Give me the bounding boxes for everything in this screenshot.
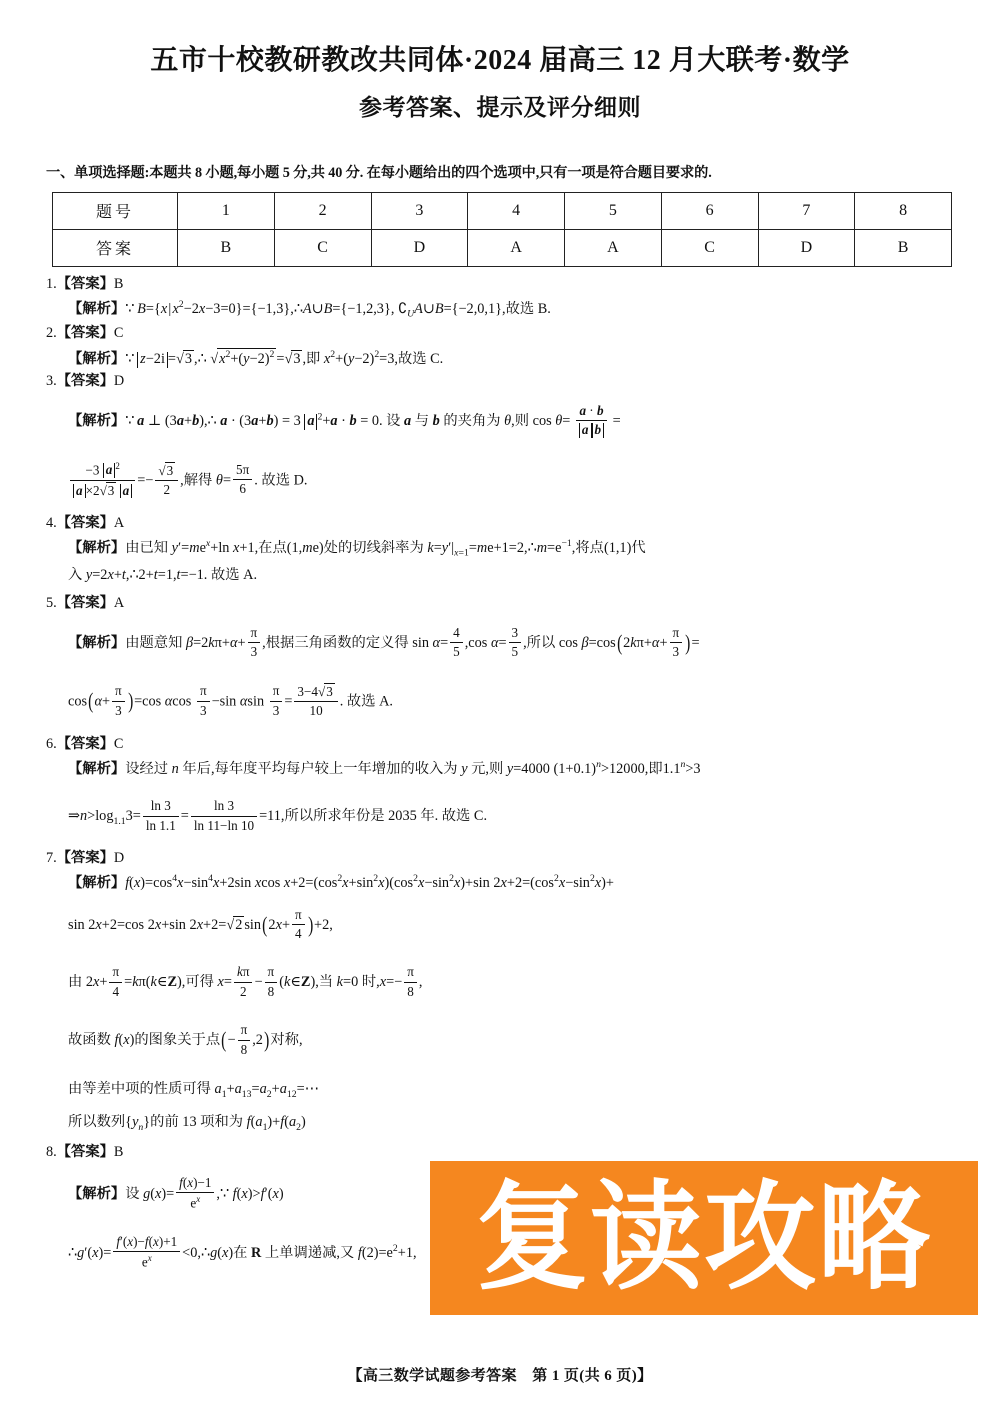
solution-analysis-line: 【解析】$f(x)=\cos^4x-\sin^4x+2\sin$ xcos $x+2=(\cos^2x+\sin^2x)(\cos^2x-\sin^2x)+\sin$ $2x+2=(\cos^2x-\sin^2x)+$ (68, 873, 614, 892)
table-cell-qnum: 4 (468, 192, 565, 229)
page-footer: 【高三数学试题参考答案 第 1 页(共 6 页)】 (347, 1368, 653, 1384)
table-cell-qnum: 2 (274, 192, 371, 229)
solution-analysis-line: 【解析】设经过 n 年后,每年度平均每户较上一年增加的收入为 y 元,则 y=4000 $(1+0.1)^n>12000$,即$1.1^n>3$ (68, 758, 701, 777)
solution-analysis-line: 所以数列$\{y_n\}$的前 13 项和为 $f(a_1)+f(a_2)$ (68, 1114, 306, 1134)
answer-tag: 【答案】 (56, 324, 114, 341)
solution-answer-letter: A (113, 515, 125, 532)
solution-number: 8. (46, 1144, 57, 1161)
solution-analysis-line: 入 y=2x+t,∴2+t=1,t=−1. 故选 A. (68, 567, 258, 584)
answer-tag: 【答案】 (56, 1144, 114, 1161)
solution-analysis-line: $\Rightarrow n>\log_{1.1}3=$ $\frac{\ln 3}{\ln 1.1}$ = $\frac{\ln 3}{\ln 11-\ln 10}$ =11,所以所求年份是 2035 年. 故选 C. (68, 798, 488, 833)
solution-number: 5. (46, 594, 57, 611)
solution-number: 2. (46, 324, 57, 341)
solution-analysis-line: 故函数 f(x)的图象关于点(− $\frac{\pi}{8}$ ,2)对称, (68, 1022, 303, 1057)
table-row-question-numbers (53, 192, 952, 229)
solution-answer-letter: C (113, 735, 124, 752)
solution-answer-head (46, 1145, 966, 1159)
solution-answer-letter: D (113, 850, 125, 867)
solution-answer-head (46, 516, 966, 530)
analysis-tag: 【解析】 (68, 875, 126, 892)
answer-tag: 【答案】 (56, 372, 114, 389)
table-cell-answer: C (661, 229, 758, 266)
solution-answer-head (46, 374, 966, 388)
solution-answer-letter: B (113, 1144, 124, 1161)
solution-answer-letter: D (113, 372, 125, 389)
solution-analysis-line: 由 2x+ $\frac{\pi}{4}$ =kπ(k∈Z),可得 x= $\frac{k\pi}{2}$ − $\frac{\pi}{8}$ (k∈Z),当 k=0 时,x=− $\frac{\pi}{8}$ , (68, 964, 423, 999)
analysis-tag: 【解析】 (68, 760, 126, 777)
table-cell-answer: D (371, 229, 468, 266)
table-cell-answer: B (178, 229, 275, 266)
page-title: 五市十校教研教改共同体·2024 届高三 12 月大联考·数学 (150, 45, 850, 76)
table-cell-answer: A (565, 229, 662, 266)
table-cell-answer: A (468, 229, 565, 266)
page-header (0, 0, 1000, 122)
analysis-tag: 【解析】 (68, 635, 126, 652)
answer-tag: 【答案】 (56, 594, 114, 611)
solutions-body (0, 267, 1000, 1272)
solution-analysis-line: cos(α+ $\frac{\pi}{3}$ )=cos αcos $\frac{\pi}{3}$ −sin αsin $\frac{\pi}{3}$ = $\frac{3-4√3}{10}$ . 故选 A. (68, 683, 393, 719)
solution-analysis-line: 【解析】由已知 $y'=me^x+\ln$ x+1,在点(1,me)处的切线斜率为 $k=y'|_{x=1}=me+1=2,\therefore m=e^{-1}$,将点(1,1)代 (68, 538, 646, 560)
answer-tag: 【答案】 (56, 275, 114, 292)
table-cell-answer: D (758, 229, 855, 266)
table-cell-qnum: 1 (178, 192, 275, 229)
page-subtitle: 参考答案、提示及评分细则 (359, 94, 641, 120)
solution-analysis-line: ∴g′(x)= $\frac{f'(x)-f(x)+1}{e^x}$ <0,∴g(x)在 R 上单调递减,又 $f(2)=e^2+1$, (68, 1233, 417, 1270)
solution-answer-head (46, 737, 966, 751)
solution-answer-head (46, 596, 966, 610)
answer-tag: 【答案】 (56, 735, 114, 752)
solution-analysis-line: $\frac{-3 a ^2}{a \times 2√3 a}$ =− $\frac{√3}{2}$ ,解得 θ= $\frac{5\pi}{6}$ . 故选 D. (68, 462, 966, 500)
solution-answer-head (46, 851, 966, 865)
solution-number: 7. (46, 850, 57, 867)
analysis-tag: 【解析】 (68, 540, 126, 557)
table-cell-answer: B (855, 229, 952, 266)
section-one-instruction: 一、单项选择题:本题共 8 小题,每小题 5 分,共 40 分. 在每小题给出的四个选项中,只有一项是符合题目要求的. (46, 164, 712, 181)
watermark-banner (430, 1161, 978, 1315)
solution-analysis-line: 【解析】∵ z−2i =√3 ,∴ $√x^2+(y-2)^2 =√3$ ,即 $x^2+(y-2)^2=3$,故选 C. (68, 349, 444, 367)
answer-tag: 【答案】 (56, 515, 114, 532)
table-cell-qnum: 6 (661, 192, 758, 229)
answer-key-table (52, 192, 952, 267)
solution-analysis-line: 由等差中项的性质可得 $a_1+a_{13}=a_2+a_{12}=\cdots$ (68, 1081, 319, 1101)
solution-analysis-line: 【解析】由题意知 β=2kπ+α+ $\frac{\pi}{3}$ ,根据三角函数的定义得 sin α= $\frac{4}{5}$ ,cos α= $\frac{3}{5}$ ,所以 cos β=cos(2kπ+α+ $\frac{\pi}{3}$ )= (68, 624, 700, 660)
analysis-tag: 【解析】 (68, 413, 126, 430)
solution-answer-head (46, 326, 966, 340)
table-cell-answer: C (274, 229, 371, 266)
solution-analysis-line: sin 2x+2=cos 2x+sin 2x+2=√2 sin(2x+ $\frac{\pi}{4}$ )+2, (68, 906, 333, 941)
solution-answer-head (46, 277, 966, 291)
answer-tag: 【答案】 (56, 850, 114, 867)
table-cell-qnum: 7 (758, 192, 855, 229)
solution-answer-letter: A (113, 594, 125, 611)
table-header-question: 题号 (53, 192, 178, 229)
watermark-text: 复读攻略 (476, 1169, 932, 1307)
analysis-tag: 【解析】 (68, 350, 126, 367)
answer-table-container (0, 192, 1000, 267)
solution-answer-letter: C (113, 324, 124, 341)
solution-number: 3. (46, 372, 57, 389)
table-header-answer: 答案 (53, 229, 178, 266)
solution-analysis-line: 【解析】∵ a ⊥ (3a+b),∴ a · (3a+b) = 3 a $^2$+a · b = 0. 设 a 与 b 的夹角为 θ,则 cos θ= $\frac{a \cdot b}{\text{a b}}$ = (68, 402, 621, 438)
solution-analysis-line: 【解析】设 g(x)= $\frac{f(x)-1}{e^x}$ ,∵ f(x)>f′(x) (68, 1174, 284, 1211)
solution-number: 1. (46, 275, 57, 292)
solution-number: 4. (46, 515, 57, 532)
solution-number: 6. (46, 735, 57, 752)
analysis-tag: 【解析】 (68, 1185, 126, 1202)
table-cell-qnum: 5 (565, 192, 662, 229)
analysis-tag: 【解析】 (68, 300, 126, 317)
table-row-answers (53, 229, 952, 266)
table-cell-qnum: 8 (855, 192, 952, 229)
solution-answer-letter: B (113, 275, 124, 292)
table-cell-qnum: 3 (371, 192, 468, 229)
solution-analysis-line: 【解析】∵ B={x | $x^2-2x-3=0\}=\{-1,3\},\therefore A\cup B=\{-1,2,3\}$, $∁_UA\cup B=\{-2,0,1\}$,故选 B. (68, 299, 551, 320)
